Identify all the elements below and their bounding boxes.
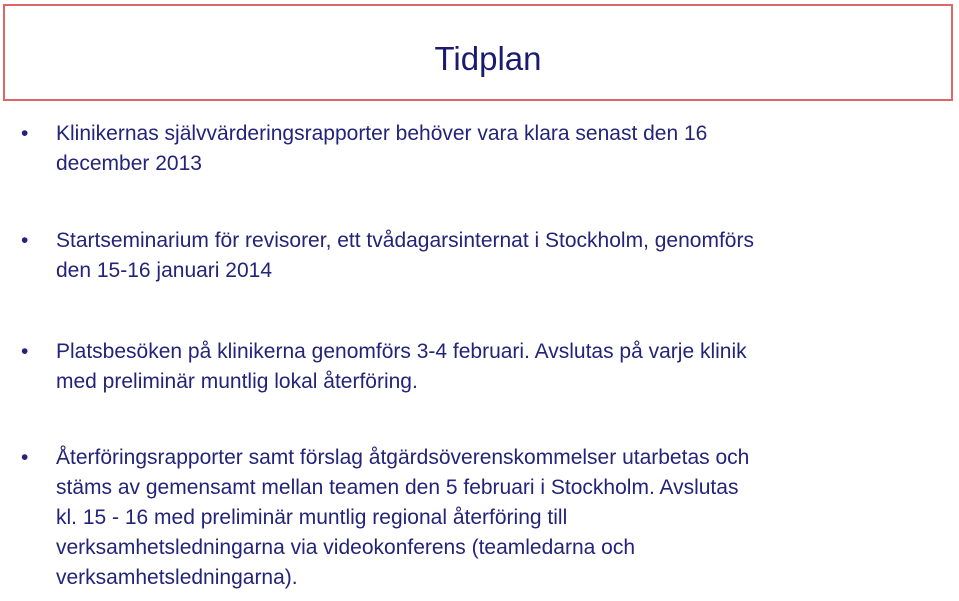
bullet-item	[21, 443, 936, 593]
bullet-line: verksamhetsledningarna).	[56, 566, 298, 589]
bullet-line: Återföringsrapporter samt förslag åtgärdsöverenskommelser utarbetas och	[56, 446, 750, 469]
bullet-item	[21, 226, 936, 286]
bullet-line: stäms av gemensamt mellan teamen den 5 februari i Stockholm. Avslutas	[56, 476, 739, 499]
bullet-item	[21, 337, 936, 397]
slide-title: Tidplan	[434, 40, 542, 77]
bullet-dot-icon: •	[21, 446, 29, 469]
bullet-dot-icon: •	[21, 229, 29, 252]
bullet-line: verksamhetsledningarna via videokonferens (teamledarna och	[56, 536, 635, 559]
bullet-dot-icon: •	[21, 340, 29, 363]
bullet-line: december 2013	[56, 152, 202, 175]
bullet-dot-icon: •	[21, 122, 29, 145]
bullet-line: Platsbesöken på klinikerna genomförs 3-4 februari. Avslutas på varje klinik	[56, 340, 747, 363]
bullet-line: kl. 15 - 16 med preliminär muntlig regional återföring till	[56, 506, 568, 529]
bullet-line: Startseminarium för revisorer, ett tvådagarsinternat i Stockholm, genomförs	[56, 229, 754, 252]
bullet-line: den 15-16 januari 2014	[56, 259, 273, 282]
bullet-item	[21, 119, 936, 179]
bullet-line: med preliminär muntlig lokal återföring.	[56, 370, 418, 393]
bullet-line: Klinikernas självvärderingsrapporter behöver vara klara senast den 16	[56, 122, 708, 145]
